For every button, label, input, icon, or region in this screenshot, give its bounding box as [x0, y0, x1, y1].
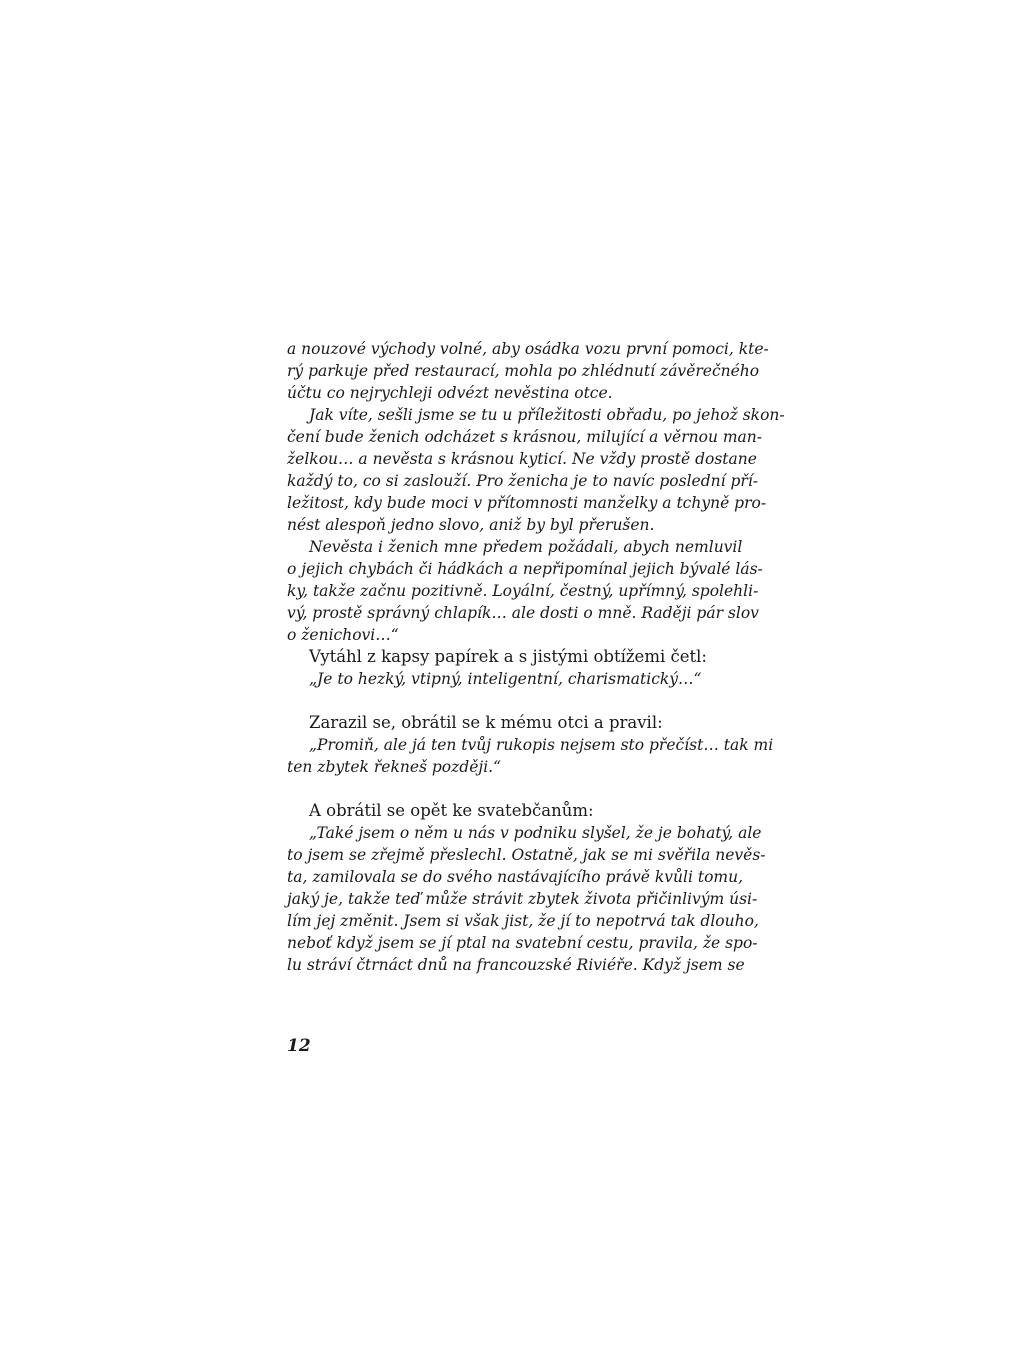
text-line: Jak víte, sešli jsme se tu u příležitosti obřadu, po jehož skon- — [309, 406, 785, 424]
text-line: „Také jsem o něm u nás v podniku slyšel, že je bohatý, ale — [309, 824, 762, 842]
text-line: ležitost, kdy bude moci v přítomnosti manželky a tchyně pro- — [287, 494, 767, 512]
text-line: účtu co nejrychleji odvézt nevěstina otce. — [287, 384, 613, 402]
text-line: ten zbytek řekneš později.“ — [287, 758, 502, 776]
text-line: ky, takže začnu pozitivně. Loyální, čestný, upřímný, spolehli- — [287, 582, 759, 600]
text-line: „Je to hezký, vtipný, inteligentní, charismatický…“ — [309, 670, 702, 688]
text-line: Nevěsta i ženich mne předem požádali, abych nemluvil — [309, 538, 743, 556]
text-line: čení bude ženich odcházet s krásnou, milující a věrnou man- — [287, 428, 763, 446]
text-line: neboť když jsem se jí ptal na svatební cestu, pravila, že spo- — [287, 934, 758, 952]
text-line: „Promiň, ale já ten tvůj rukopis nejsem sto přečíst… tak mi — [309, 736, 774, 754]
text-line: o ženichovi…“ — [287, 626, 399, 644]
text-line: Vytáhl z kapsy papírek a s jistými obtížemi četl: — [309, 647, 707, 666]
text-line: Zarazil se, obrátil se k mému otci a pravil: — [309, 713, 663, 732]
text-line: lu stráví čtrnáct dnů na francouzské Riviéře. Když jsem se — [287, 956, 745, 974]
text-line: rý parkuje před restaurací, mohla po zhlédnutí závěrečného — [287, 362, 760, 380]
text-line: každý to, co si zaslouží. Pro ženicha je to navíc poslední pří- — [287, 472, 759, 490]
text-line: o jejich chybách či hádkách a nepřipomínal jejich bývalé lás- — [287, 560, 763, 578]
page-number: 12 — [287, 1036, 311, 1056]
text-line: A obrátil se opět ke svatebčanům: — [309, 801, 594, 820]
text-line: to jsem se zřejmě přeslechl. Ostatně, jak se mi svěřila nevěs- — [287, 846, 766, 864]
text-line: ta, zamilovala se do svého nastávajícího právě kvůli tomu, — [287, 868, 744, 886]
text-line: a nouzové východy volné, aby osádka vozu první pomoci, kte- — [287, 340, 769, 358]
text-line: vý, prostě správný chlapík… ale dosti o mně. Raději pár slov — [287, 604, 759, 622]
text-line: lím jej změnit. Jsem si však jist, že jí to nepotrvá tak dlouho, — [287, 912, 759, 930]
text-line: želkou… a nevěsta s krásnou kyticí. Ne vždy prostě dostane — [287, 450, 757, 468]
text-line: jaký je, takže teď může strávit zbytek života přičinlivým úsi- — [287, 890, 758, 908]
text-line: nést alespoň jedno slovo, aniž by byl přerušen. — [287, 516, 655, 534]
